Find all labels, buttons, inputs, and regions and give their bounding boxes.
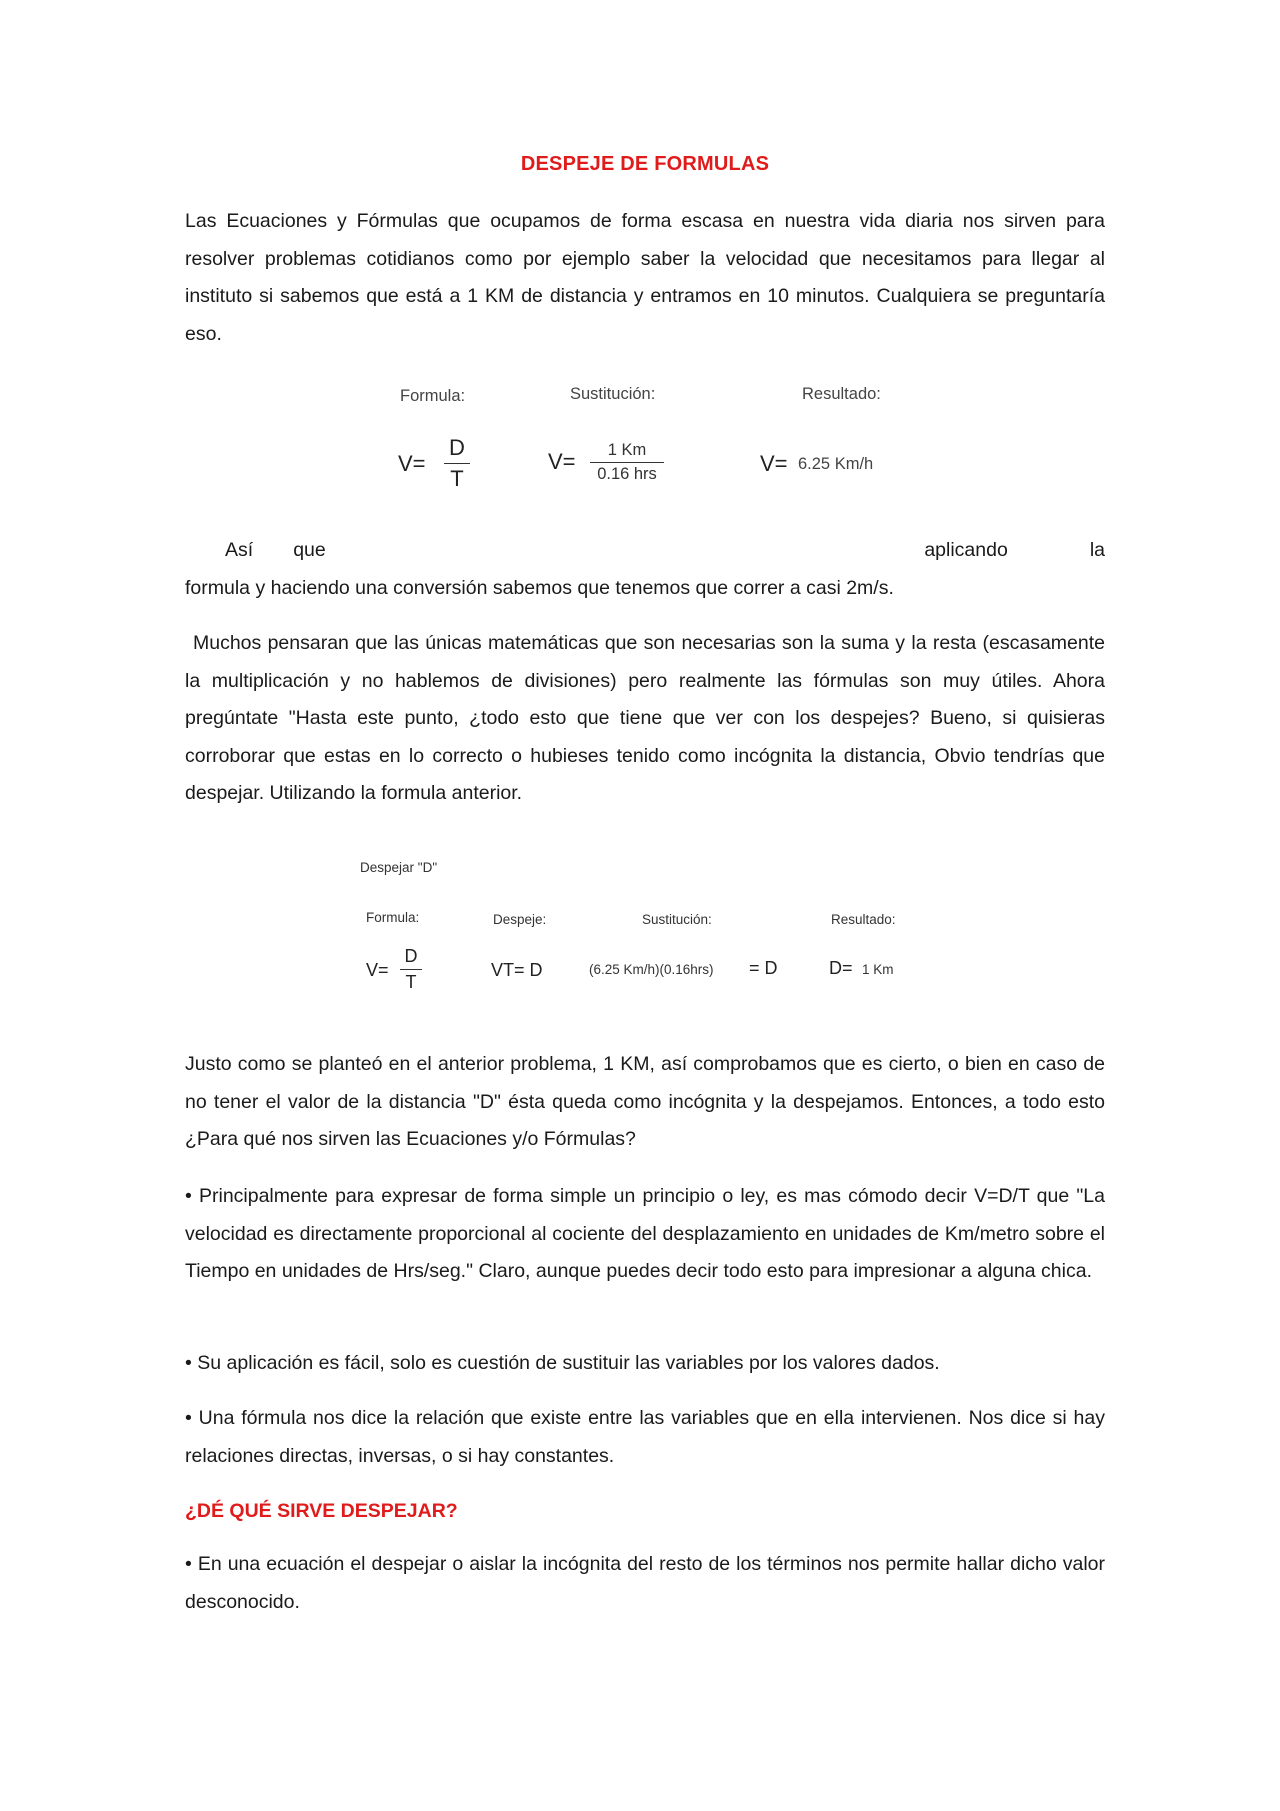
paragraph-asi-que-line1 xyxy=(185,532,1105,570)
figure2-sust-equals-d: = D xyxy=(749,958,778,978)
word-la: la xyxy=(1089,539,1105,561)
figure1-fraction-km-over-hrs xyxy=(590,441,664,484)
word-aplicando: aplicando xyxy=(924,539,1008,561)
figure2-result-value: 1 Km xyxy=(862,962,894,977)
figure2-despeje-expr: VT= D xyxy=(491,960,543,980)
bullet-una-formula: • Una fórmula nos dice la relación que existe entre las variables que en ella intervienen. Nos dice si hay relaciones directas, inversas, o si hay constantes. xyxy=(185,1407,1105,1467)
figure2-sust-expr: (6.25 Km/h)(0.16hrs) xyxy=(589,962,714,977)
fraction-bar xyxy=(400,969,422,970)
figure2-heading: Despejar "D" xyxy=(360,860,438,875)
figure1-v-equals: V= xyxy=(398,451,426,476)
bullet-principalmente: • Principalmente para expresar de forma simple un principio o ley, es mas cómodo decir V=D/T que "La velocidad es directamente proporcional al cociente del desplazamiento en unidades de Km/metro sobre el Tiempo en unidades de Hrs/seg." Claro, aunque puedes decir todo esto para impresionar a alguna chica. xyxy=(185,1185,1105,1282)
figure1-label-formula: Formula: xyxy=(400,387,466,405)
figure2-v-equals: V= xyxy=(366,960,389,980)
figure2-label-sustitucion: Sustitución: xyxy=(642,912,712,927)
figure2-result-d-equals: D= xyxy=(829,958,853,978)
figure1-result-v-equals: V= xyxy=(760,451,788,476)
figure2-fraction-d-over-t xyxy=(400,946,422,993)
formula-figure-velocity xyxy=(390,385,910,500)
bullet-ecuacion-despejar: • En una ecuación el despejar o aislar la incógnita del resto de los términos nos permite hallar dicho valor desconocido. xyxy=(185,1553,1105,1613)
figure1-label-sustitucion: Sustitución: xyxy=(570,385,656,403)
bullet-aplicacion-facil: • Su aplicación es fácil, solo es cuestión de sustituir las variables por los valores dados. xyxy=(185,1352,940,1374)
figure1-label-resultado: Resultado: xyxy=(802,385,881,403)
figure1-sust-v-equals: V= xyxy=(548,449,576,474)
figure1-numerator: D xyxy=(449,435,465,460)
figure2-label-despeje: Despeje: xyxy=(493,912,547,927)
word-asi: Así xyxy=(225,539,254,561)
page-title: DESPEJE DE FORMULAS xyxy=(520,153,770,175)
figure1-fraction-d-over-t xyxy=(444,435,470,492)
figure2-label-formula: Formula: xyxy=(366,910,420,925)
paragraph-intro: Las Ecuaciones y Fórmulas que ocupamos de forma escasa en nuestra vida diaria nos sirven para resolver problemas cotidianos como por ejemplo saber la velocidad que necesitamos para llegar al instituto si sabemos que está a 1 KM de distancia y entramos en 10 minutos. Cualquiera se preguntaría eso. xyxy=(185,210,1105,345)
figure2-denominator: T xyxy=(405,972,417,992)
paragraph-asi-que-line2: formula y haciendo una conversión sabemos que tenemos que correr a casi 2m/s. xyxy=(185,577,894,599)
figure1-result-value: 6.25 Km/h xyxy=(798,455,874,473)
fraction-bar xyxy=(590,462,664,463)
figure2-label-resultado: Resultado: xyxy=(831,912,896,927)
formula-figure-despejar-d xyxy=(360,860,920,1000)
figure1-sust-numerator: 1 Km xyxy=(607,441,647,459)
figure1-sust-denominator: 0.16 hrs xyxy=(597,465,657,483)
word-que: que xyxy=(293,539,326,561)
figure2-numerator: D xyxy=(404,946,418,966)
paragraph-justo-como: Justo como se planteó en el anterior problema, 1 KM, así comprobamos que es cierto, o bien en caso de no tener el valor de la distancia "D" ésta queda como incógnita y la despejamos. Entonces, a todo esto ¿Para qué nos sirven las Ecuaciones y/o Fórmulas? xyxy=(185,1053,1105,1150)
figure1-denominator: T xyxy=(450,466,464,491)
section-heading-despejar: ¿DÉ QUÉ SIRVE DESPEJAR? xyxy=(185,1500,458,1522)
paragraph-muchos-pensaran: Muchos pensaran que las únicas matemáticas que son necesarias son la suma y la resta (escasamente la multiplicación y no hablemos de divisiones) pero realmente las fórmulas son muy útiles. Ahora pregúntate "Hasta este punto, ¿todo esto que tiene que ver con los despejes? Bueno, si quisieras corroborar que estas en lo correcto o hubieses tenido como incógnita la distancia, Obvio tendrías que despejar. Utilizando la formula anterior. xyxy=(185,632,1105,804)
fraction-bar xyxy=(444,463,470,464)
